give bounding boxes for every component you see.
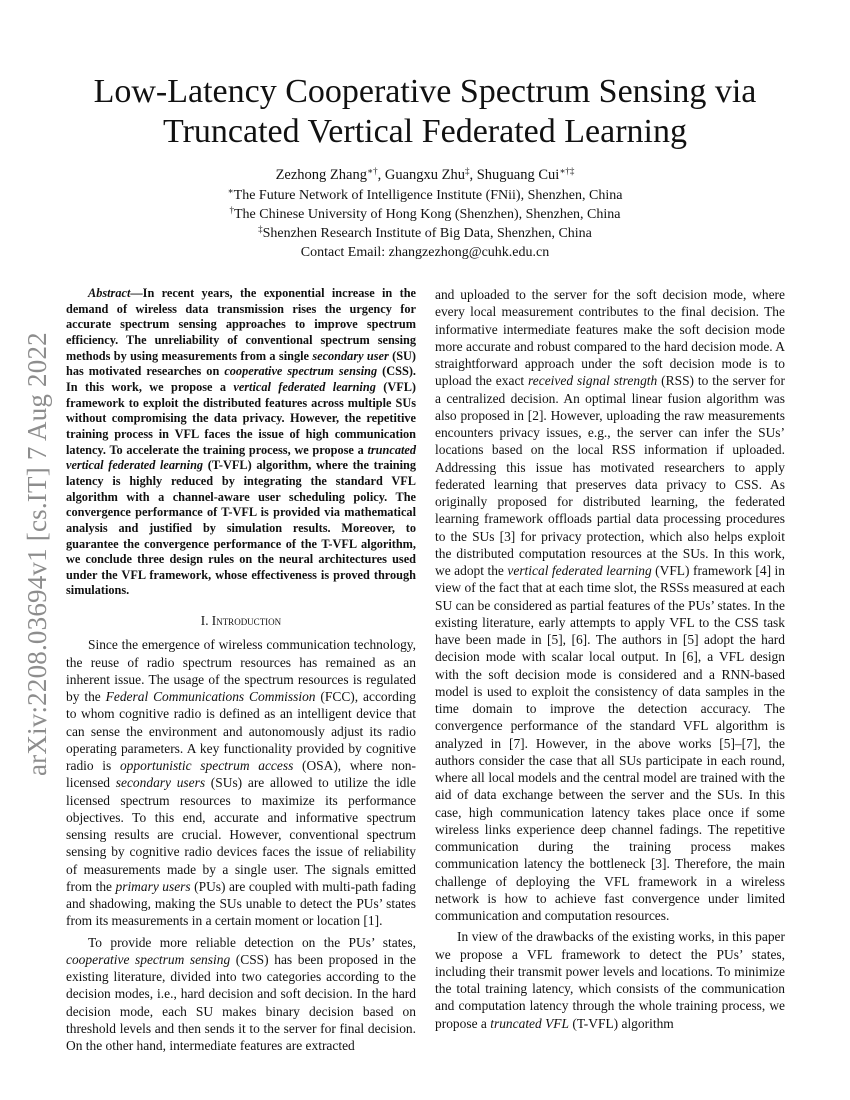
body-term: secondary users [115, 775, 206, 791]
abstract [66, 286, 416, 599]
author-1-marks: ∗† [366, 166, 378, 176]
affiliation-1-mark: ∗ [227, 186, 234, 196]
body-text: (T-VFL) algorithm [568, 1015, 674, 1031]
body-text: (SUs) are allowed to utilize the idle licensed spectrum resources to maximize its performance objectives. To this end, accurate and informative spectrum sensing results are crucial. However, conventional spectrum sensing by cognitive radio devices faces the issue of reliability of measurements made by a single user. The signals emitted from the [66, 775, 416, 894]
body-term: opportunistic spectrum access [119, 758, 294, 774]
author-block [100, 166, 750, 262]
body-text: (FCC), according to whom cognitive radio is defined as an intelligent device that can sense the environment and autonomously adjust its radio operating parameters. A key functionality provided by cognitive radio is [66, 689, 416, 774]
author-names [100, 166, 750, 185]
abstract-text: In recent years, the exponential increase in the demand of wireless data transmission rises the urgency for accurate spectrum sensing approaches to improve spectrum efficiency. The unreliability of conventional spectrum sensing methods by using measurements from a single [66, 286, 416, 363]
abstract-text: (T-VFL) algorithm, where the training latency is highly reduced by integrating the standard VFL algorithm with a channel-aware user scheduling policy. The convergence performance of T-VFL is provided via mathematical analysis and justified by simulation results. Moreover, to guarantee the convergence performance of the T-VFL algorithm, we conclude three design rules on the neural architectures used under the VFL framework, whose effectiveness is proved through simulations. [66, 458, 417, 598]
right-column [435, 286, 785, 1032]
paper-title [60, 72, 790, 152]
affiliation-3 [100, 224, 750, 243]
abstract-term: truncated vertical federated learning [66, 442, 416, 473]
affiliation-2-mark: † [229, 205, 234, 215]
intro-paragraph-2 [66, 934, 416, 1055]
abstract-label: Abstract [88, 286, 131, 300]
body-text: (CSS) has been proposed in the existing literature, divided into two categories according to the decision modes, i.e., hard decision and soft decision. In the hard decision mode, each SU makes binary decision based on threshold levels and then sends it to the server for final decision. On the other hand, intermediate features are extracted [66, 951, 416, 1054]
intro-paragraph-continued [435, 286, 785, 924]
affiliation-3-mark: ‡ [258, 224, 263, 234]
body-term: Federal Communications Commission [105, 689, 316, 705]
abstract-dash: — [130, 286, 143, 300]
body-term: truncated VFL [490, 1015, 569, 1031]
left-column [66, 286, 416, 1054]
affiliation-2-text: The Chinese University of Hong Kong (Shenzhen), Shenzhen, China [234, 207, 621, 222]
abstract-term: cooperative spectrum sensing [224, 364, 378, 379]
section-heading-introduction [66, 612, 416, 629]
arxiv-identifier: arXiv:2208.03694v1 [cs.IT] 7 Aug 2022 [22, 332, 52, 776]
title-line-1: Low-Latency Cooperative Spectrum Sensing via [93, 73, 757, 110]
affiliation-1-text: The Future Network of Intelligence Institute (FNii), Shenzhen, China [233, 188, 623, 203]
author-3: , Shuguang Cui [469, 167, 560, 183]
affiliation-3-text: Shenzhen Research Institute of Big Data, Shenzhen, China [262, 226, 592, 241]
title-line-2: Truncated Vertical Federated Learning [163, 113, 687, 150]
section-number: I. [200, 613, 209, 629]
author-2-marks: ‡ [464, 166, 470, 176]
section-title: Introduction [211, 613, 282, 629]
contact-email: Contact Email: zhangzezhong@cuhk.edu.cn [300, 245, 550, 260]
body-text: (OSA), where non-licensed [66, 758, 416, 791]
body-text: (PUs) are coupled with multi-path fading and shadowing, making the SUs unable to detect the PUs’ states from its measurements in a certain moment or location [1]. [66, 878, 417, 929]
affiliation-2 [100, 205, 750, 224]
abstract-text: (SU) has motivated researches on [66, 348, 417, 379]
abstract-text: (CSS). In this work, we propose a [66, 364, 417, 394]
author-3-marks: ∗†‡ [559, 166, 575, 176]
author-1: Zezhong Zhang [275, 167, 367, 183]
body-term: cooperative spectrum sensing [66, 951, 231, 967]
body-text: and uploaded to the server for the soft decision mode, where every local measurement contributes to the final decision. The informative intermediate features make the soft decision mode more accurate and robust compared to the hard decision mode. A straightforward approach under the soft decision mode is to upload the exact [435, 287, 785, 389]
abstract-term: vertical federated learning [233, 379, 376, 394]
body-term: received signal strength [528, 373, 658, 389]
abstract-term: secondary user [312, 348, 389, 363]
body-text: To provide more reliable detection on the PUs’ states, [88, 934, 416, 950]
intro-paragraph-3 [435, 928, 785, 1032]
abstract-text: (VFL) framework to exploit the distributed features across multiple SUs without compromising the data privacy. However, the repetitive training process in VFL faces the issue of high communication latency. To accelerate the training process, we propose a [66, 379, 417, 457]
author-2: , Guangxu Zhu [377, 167, 465, 183]
body-text: In view of the drawbacks of the existing works, in this paper we propose a VFL framework to detect the PUs’ states, including their transmit power levels and locations. To minimize the total training latency, which consists of the communication and computation latency through the whole training process, we propose a [435, 929, 785, 1031]
body-term: primary users [115, 878, 191, 894]
intro-paragraph-1 [66, 636, 416, 929]
affiliation-1 [100, 186, 750, 205]
body-text: Since the emergence of wireless communication technology, the reuse of radio spectrum resources has remained as an inherent issue. The usage of the spectrum resources is regulated by the [66, 637, 416, 705]
body-text: (RSS) to the server for a centralized decision. An optimal linear fusion algorithm was also proposed in [2]. However, uploading the raw measurements encounters privacy issues, e.g., the server can infer the SUs’ locations based on the local RSS information if uploaded. Addressing this issue has motivated researchers to apply federated learning that preserves data privacy to CSS. As originally proposed for distributed learning, the federated learning framework offloads partial data processing procedures to the SUs [3] for privacy protection, which also helps exploit the distributed computation resources at the SUs. In this work, we adopt the [435, 373, 785, 578]
body-term: vertical federated learning [507, 563, 652, 578]
body-text: (VFL) framework [4] in view of the fact that at each time slot, the RSSs measured at each SU can be considered as partial features of the PUs’ states. In the existing literature, early attempts to apply VFL to the CSS task have been made in [5], [6]. The authors in [5] adopt the hard decision mode with scalar local output. In [6], a VFL design with the soft decision mode is considered and a RNN-based model is used to exploit the consistency of data samples in the time domain to improve the detection accuracy. The convergence performance of the standard VFL algorithm is analyzed in [7]. However, in the above works [5]–[7], the authors consider the case that all SUs participate in each round, where all local models and the central model are trained with the aid of data exchange between the server and the SUs. In this case, high communication latency takes place once if some wireless links experience deep channel fadings. The repetitive communication during the training process makes communication latency the bottleneck [3]. Therefore, the main challenge of deploying the VFL framework in a wireless network is how to achieve fast convergence under limited communication and computation resources. [435, 563, 786, 923]
